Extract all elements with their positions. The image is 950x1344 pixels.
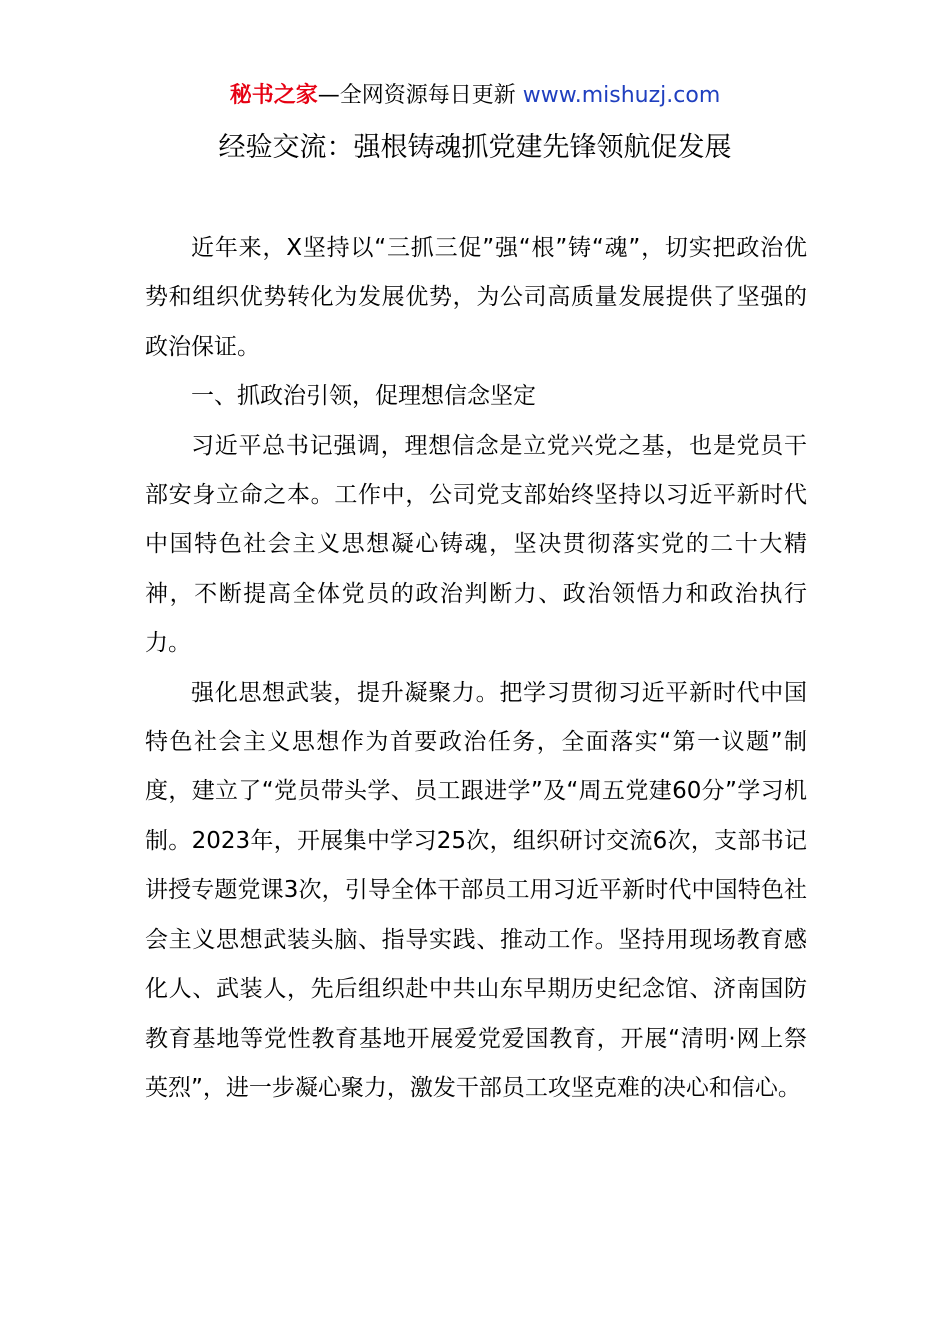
site-header <box>0 80 950 112</box>
site-url-link[interactable]: www.mishuzj.com <box>522 83 721 108</box>
body-paragraph: 强化思想武装，提升凝聚力。把学习贯彻习近平新时代中国特色社会主义思想作为首要政治任务，全面落实“第一议题”制度，建立了“党员带头学、员工跟进学”及“周五党建60分”学习机制。2023年，开展集中学习25次，组织研讨交流6次，支部书记讲授专题党课3次，引导全体干部员工用习近平新时代中国特色社会主义思想武装头脑、指导实践、推动工作。坚持用现场教育感化人、武装人，先后组织赴中共山东早期历史纪念馆、济南国防教育基地等党性教育基地开展爱党爱国教育，开展“清明·网上祭英烈”，进一步凝心聚力，激发干部员工攻坚克难的决心和信心。 <box>145 679 807 1101</box>
intro-paragraph: 近年来，X坚持以“三抓三促”强“根”铸“魂”，切实把政治优势和组织优势转化为发展优势，为公司高质量发展提供了坚强的政治保证。 <box>145 235 807 360</box>
document-body <box>145 224 807 1113</box>
body-paragraph: 习近平总书记强调，理想信念是立党兴党之基，也是党员干部安身立命之本。工作中，公司党支部始终坚持以习近平新时代中国特色社会主义思想凝心铸魂，坚决贯彻落实党的二十大精神，不断提高全体党员的政治判断力、政治领悟力和政治执行力。 <box>145 432 807 657</box>
brand-name: 秘书之家 <box>229 83 318 108</box>
section-heading: 一、抓政治引领，促理想信念坚定 <box>191 383 536 410</box>
document-title: 经验交流：强根铸魂抓党建先锋领航促发展 <box>218 132 732 163</box>
header-tagline: —全网资源每日更新 <box>317 83 516 108</box>
